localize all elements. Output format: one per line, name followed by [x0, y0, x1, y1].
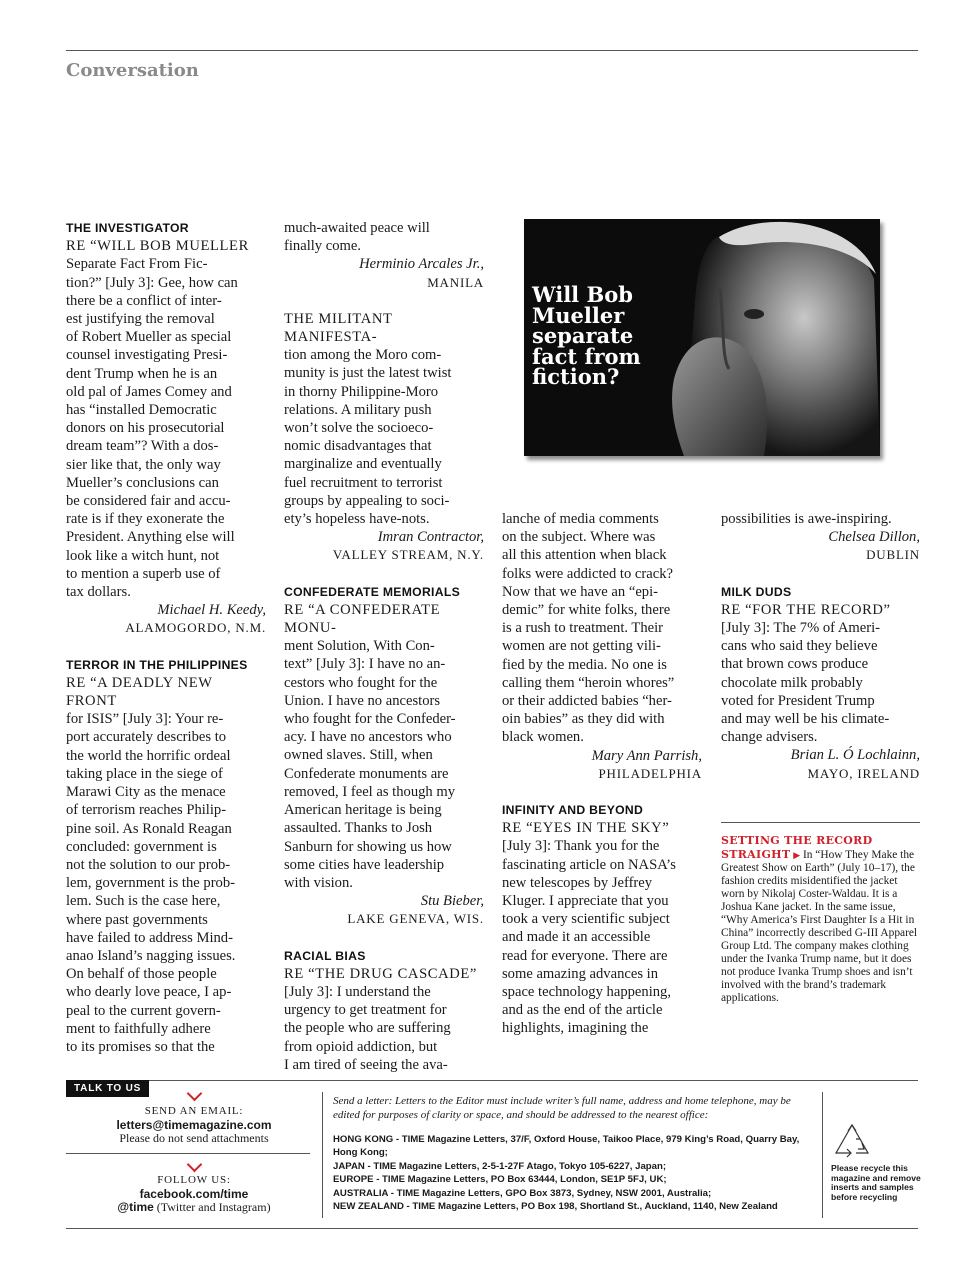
office-region: EUROPE	[333, 1174, 374, 1186]
letter-body: RE “EYES IN THE SKY” [July 3]: Thank you for the fascinating article on NASA’s new telescopes by Jeffrey Kluger. I appreciate that you took a very scientific subject and made it an accessible read for everyone. There are some amazing advances in space technology happening, and as the end of the article highlights, imagining the	[502, 820, 676, 1037]
correction-text: In “How They Make the Greatest Show on Earth” (July 10–17), the fashion credits misidentified the jacket worn by Nikolaj Coster-Waldau. It is a Joshua Kane jacket. In the same issue, “Why America’s First Daughter Is a Hit in China” incorrectly described G-III Apparel Group Ltd. The company makes clothing under the Ivanka Trump name, but it does not produce Ivanka Trump shoes and isn’t involved with the brand’s trademark applications.	[721, 849, 918, 1004]
office-address	[333, 1134, 799, 1158]
letter-body: RE “THE DRUG CASCADE” [July 3]: I understand the urgency to get treatment for the people who are suffering from opioid addiction, but I am tired of seeing the ava-	[284, 965, 477, 1073]
letter-heading: CONFEDERATE MEMORIALS	[284, 584, 461, 599]
footer-top-rule	[66, 1080, 918, 1081]
office-region: AUSTRALIA	[333, 1187, 389, 1199]
talk-to-us-label: TALK TO US	[66, 1080, 149, 1097]
letter-signature: Brian L. Ó Lochlainn,	[790, 747, 920, 764]
footer-divider	[822, 1092, 823, 1218]
letter-signature: Herminio Arcales Jr.,	[359, 256, 484, 273]
office-address-text: - TIME Magazine Letters, 2-5-1-27F Atago, Tokyo 105-6227, Japan;	[364, 1160, 667, 1172]
letter-location: LAKE GENEVA, WIS.	[347, 911, 484, 927]
cover-photo	[524, 219, 880, 456]
recycle-note: Please recycle this magazine and remove inserts and samples before recycling	[831, 1163, 921, 1202]
office-region: HONG KONG	[333, 1134, 394, 1145]
column-1	[66, 219, 266, 1056]
letter-location: DUBLIN	[866, 547, 920, 563]
letter-body: RE “A CONFEDERATE MONU- ment Solution, With Con- text” [July 3]: I have no an- cestors who fought for the Union. I have no ancestors who fought for the Confeder- acy. I have no ancestors who owned slaves. Still, when Confederate monuments are removed, I feel as though my American heritage is being assaulted. Thanks to Josh Sanburn for showing us how some cities have leadership with vision.	[284, 601, 456, 891]
office-address	[333, 1174, 667, 1185]
social-contact: FOLLOW US: facebook.com/time @time (Twitter and Instagram)	[66, 1174, 322, 1215]
section-title: Conversation	[66, 60, 199, 81]
letter-signature: Chelsea Dillon,	[828, 529, 920, 546]
letter-location: PHILADELPHIA	[598, 765, 702, 781]
footer-bottom-rule	[66, 1228, 918, 1229]
play-icon: ▶	[793, 850, 801, 860]
letter-signature: Imran Contractor,	[377, 529, 484, 546]
letter-signature: Michael H. Keedy,	[157, 602, 266, 619]
letter-signature: Mary Ann Parrish,	[591, 747, 702, 764]
office-address	[333, 1188, 711, 1199]
letter-body: lanche of media comments on the subject. Where was all this attention when black folks were addicted to crack? Now that we have an “epi- demic” for white folks, there is a rush to treatment. Their women are not getting vili- fied by the media. No one is calling them “heroin whores” or their addicted babies “her- oin babies” as they did with black women.	[502, 511, 675, 746]
letter-body: possibilities is awe-inspiring.	[721, 511, 892, 527]
letter-signature: Stu Bieber,	[420, 893, 484, 910]
letter-heading: RACIAL BIAS	[284, 948, 366, 963]
office-address-text: - TIME Magazine Letters, 37/F, Oxford House, Taikoo Place, 979 King’s Road, Quarry Bay, Hong Kong;	[333, 1134, 800, 1159]
column-3	[502, 510, 702, 1038]
letter-location: MANILA	[427, 274, 484, 290]
contact-divider	[66, 1153, 310, 1154]
letter-body: RE “A DEADLY NEW FRONT for ISIS” [July 3]: Your re- port accurately describes to the world the horrific ordeal taking place in the siege of Marawi City as the menace of terrorism reaches Philip- pine soil. As Ronald Reagan concluded: government is not the solution to our prob- lem, government is the prob- lem. Such is the case here, where past governments have failed to address Mind- anao Island’s nagging issues. On behalf of those people who dearly love peace, I ap- peal to the current govern- ment to faithfully adhere to its promises so that the	[66, 674, 236, 1055]
letter-heading: MILK DUDS	[721, 584, 792, 599]
send-letter-note: Send a letter: Letters to the Editor must include writer’s full name, address and home telephone, may be edited for purposes of clarity or space, and should be addressed to the nearest office:	[333, 1095, 791, 1121]
column-2	[284, 219, 484, 1074]
letter-body: much-awaited peace will finally come.	[284, 220, 430, 255]
office-region: NEW ZEALAND	[333, 1201, 404, 1213]
chevron-down-icon	[187, 1086, 203, 1102]
column-4	[721, 510, 920, 783]
letter-body: RE “WILL BOB MUELLER Separate Fact From Fic- tion?” [July 3]: Gee, how can there be a conflict of inter- est justifying the removal of Robert Mueller as special counsel investigating Presi- dent Trump when he is an old pal of James Comey and has “installed Democratic donors on his prosecutorial dream team”? With a dos- sier like that, the only way Mueller’s conclusions can be considered fair and accu- rate is if they exonerate the President. Anything else will look like a witch hunt, not to mention a superb use of tax dollars.	[66, 238, 249, 601]
email-contact: SEND AN EMAIL: letters@timemagazine.com Please do not send attachments	[66, 1105, 322, 1146]
letter-heading: INFINITY AND BEYOND	[502, 803, 644, 818]
office-region: JAPAN	[333, 1160, 365, 1172]
office-address-text: - TIME Magazine Letters, GPO Box 3873, Sydney, NSW 2001, Australia;	[388, 1187, 712, 1199]
twitter-link[interactable]: @time	[117, 1200, 154, 1214]
letter-heading: THE INVESTIGATOR	[66, 221, 189, 235]
office-addresses	[333, 1133, 823, 1213]
letter-location: ALAMOGORDO, N.M.	[125, 620, 266, 636]
office-address-text: - TIME Magazine Letters, PO Box 63444, London, SE1P 5FJ, UK;	[373, 1174, 667, 1186]
letter-location: MAYO, IRELAND	[807, 765, 920, 781]
letter-location: VALLEY STREAM, N.Y.	[332, 547, 484, 563]
office-address	[333, 1201, 778, 1212]
correction-lead: SETTING THE RECORD STRAIGHT	[721, 834, 873, 861]
letter-body: RE “FOR THE RECORD” [July 3]: The 7% of Ameri- cans who said they believe that brown cows produce chocolate milk probably voted for President Trump and may well be his climate- change advisers.	[721, 601, 891, 746]
letter-body: THE MILITANT MANIFESTA- tion among the Moro com- munity is just the latest twist in thorny Philippine-Moro relations. A military push won’t solve the socioeco- nomic disadvantages that marginalize and eventually fuel recruitment to terrorist groups by appealing to soci- ety’s hopeless have-nots.	[284, 310, 452, 528]
correction-rule	[721, 822, 920, 823]
office-address	[333, 1161, 666, 1172]
letter-heading: TERROR IN THE PHILIPPINES	[66, 657, 248, 672]
recycle-icon	[832, 1122, 872, 1160]
email-link[interactable]: letters@timemagazine.com	[116, 1117, 272, 1132]
facebook-link[interactable]: facebook.com/time	[139, 1186, 249, 1201]
office-address-text: - TIME Magazine Letters, PO Box 198, Shortland St., Auckland, 1140, New Zealand	[403, 1201, 778, 1213]
cover-headline: Will Bob Mueller separate fact from fiction?	[532, 282, 641, 389]
correction-box	[721, 834, 921, 1005]
footer-divider	[322, 1092, 323, 1218]
top-rule	[66, 50, 918, 51]
chevron-down-icon	[187, 1157, 203, 1173]
